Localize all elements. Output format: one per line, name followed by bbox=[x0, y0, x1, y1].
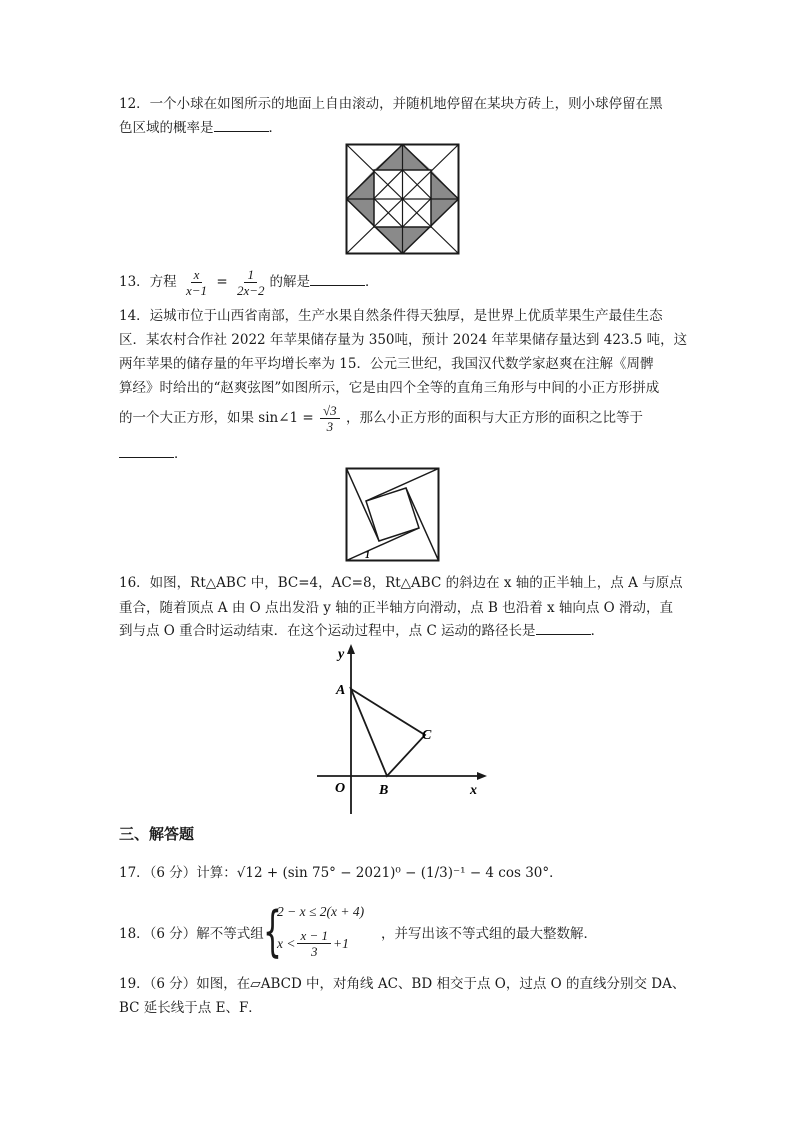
q18-ineq1: 2 − x ≤ 2(x + 4) bbox=[277, 904, 365, 919]
q12-period: ． bbox=[268, 120, 282, 136]
zhao-shuang-figure bbox=[345, 467, 441, 563]
q14-line5-suffix: ，那么小正方形的面积与大正方形的面积之比等于 bbox=[345, 410, 643, 426]
q16-coordinate-figure bbox=[315, 642, 495, 814]
q13-lhs-den: x−1 bbox=[185, 283, 208, 298]
q16-period: ． bbox=[590, 623, 605, 639]
y-label: y bbox=[338, 647, 345, 662]
q12-tile-figure bbox=[345, 143, 460, 255]
q13-prefix: 13．方程 bbox=[119, 274, 177, 290]
q16-line3-text: 到与点 O 重合时运动结束．在这个运动过程中，点 C 运动的路径长是 bbox=[119, 623, 536, 639]
q13-lhs-fraction bbox=[183, 267, 210, 298]
q14-line1: 14．运城市位于山西省南部，生产水果自然条件得天独厚，是世界上优质苹果生产最佳生态 bbox=[119, 308, 663, 324]
q19-line1: 19．（6 分）如图，在▱ABCD 中，对角线 AC、BD 相交于点 O，过点 O 的直线分别交 DA、 bbox=[119, 976, 686, 992]
q17-line: 17．（6 分）计算：√12 + (sin 75° − 2021)⁰ − (1/3)⁻¹ − 4 cos 30°． bbox=[119, 865, 563, 881]
q13-equals: = bbox=[216, 274, 228, 290]
q14-line6 bbox=[119, 444, 188, 464]
answer-blank bbox=[214, 119, 269, 132]
point-c-label: C bbox=[422, 728, 432, 743]
section-heading: 三、解答题 bbox=[119, 825, 195, 843]
q18-ineq2 bbox=[277, 928, 349, 959]
y-axis-arrow bbox=[347, 644, 355, 654]
q13-rhs-num: 1 bbox=[244, 267, 257, 283]
angle-1-label: 1 bbox=[365, 550, 370, 561]
q13-period: ． bbox=[364, 274, 379, 290]
answer-blank bbox=[119, 445, 174, 458]
answer-blank bbox=[310, 273, 365, 286]
point-a-label: A bbox=[336, 683, 346, 698]
x-label: x bbox=[470, 783, 477, 798]
q13-suffix: 的解是 bbox=[269, 274, 310, 290]
point-b-label: B bbox=[379, 783, 389, 798]
q16-line3 bbox=[119, 621, 604, 641]
q18-suffix: ，并写出该不等式组的最大整数解． bbox=[381, 926, 597, 942]
q14-frac-num: √3 bbox=[320, 403, 340, 419]
q14-line5 bbox=[119, 400, 643, 436]
q18-prefix: 18．（6 分）解不等式组 bbox=[119, 926, 264, 942]
q18-ineq2-right: +1 bbox=[333, 935, 349, 951]
q14-sin-fraction bbox=[320, 403, 340, 434]
q12-stem-end: 色区域的概率是 bbox=[119, 120, 214, 136]
q14-line2: 区．某农村合作社 2022 年苹果储存量为 350吨，预计 2024 年苹果储存量达到 423.5 吨，这 bbox=[119, 332, 688, 348]
q14-line3: 两年苹果的储存量的年平均增长率为 15．公元三世纪，我国汉代数学家赵爽在注解《周髀 bbox=[119, 356, 654, 372]
triangle-abc bbox=[351, 689, 425, 776]
q14-line5-prefix: 的一个大正方形，如果 sin∠1 = bbox=[119, 410, 314, 426]
q13-rhs-fraction bbox=[234, 267, 268, 298]
x-axis-arrow bbox=[477, 772, 487, 780]
q12-line1: 12．一个小球在如图所示的地面上自由滚动，并随机地停留在某块方砖上，则小球停留在黑 bbox=[119, 96, 663, 112]
q18-ineq2-left: x < bbox=[277, 935, 296, 951]
q18-frac-den: 3 bbox=[311, 944, 318, 959]
q12-line2 bbox=[119, 118, 282, 138]
q19-line2: BC 延长线于点 E、F． bbox=[119, 1000, 262, 1016]
q16-line2: 重合，随着顶点 A 由 O 点出发沿 y 轴的正半轴方向滑动，点 B 也沿着 x 轴向点 O 滑动，直 bbox=[119, 600, 674, 616]
q14-line4: 算经》时给出的“赵爽弦图”如图所示，它是由四个全等的直角三角形与中间的小正方形拼成 bbox=[119, 380, 660, 396]
q13-line bbox=[119, 265, 378, 299]
q18-frac-num: x − 1 bbox=[297, 928, 331, 944]
q13-rhs-den: 2x−2 bbox=[236, 283, 265, 298]
q16-line1: 16．如图，Rt△ABC 中，BC=4，AC=8，Rt△ABC 的斜边在 x 轴的正半轴上，点 A 与原点 bbox=[119, 575, 683, 591]
q13-lhs-num: x bbox=[191, 267, 203, 283]
q18-ineq2-fraction bbox=[297, 928, 331, 959]
brace-icon: { bbox=[263, 900, 282, 963]
q14-frac-den: 3 bbox=[326, 419, 334, 434]
origin-label: O bbox=[335, 781, 346, 796]
q14-period: ． bbox=[174, 446, 188, 462]
answer-blank bbox=[536, 622, 591, 635]
